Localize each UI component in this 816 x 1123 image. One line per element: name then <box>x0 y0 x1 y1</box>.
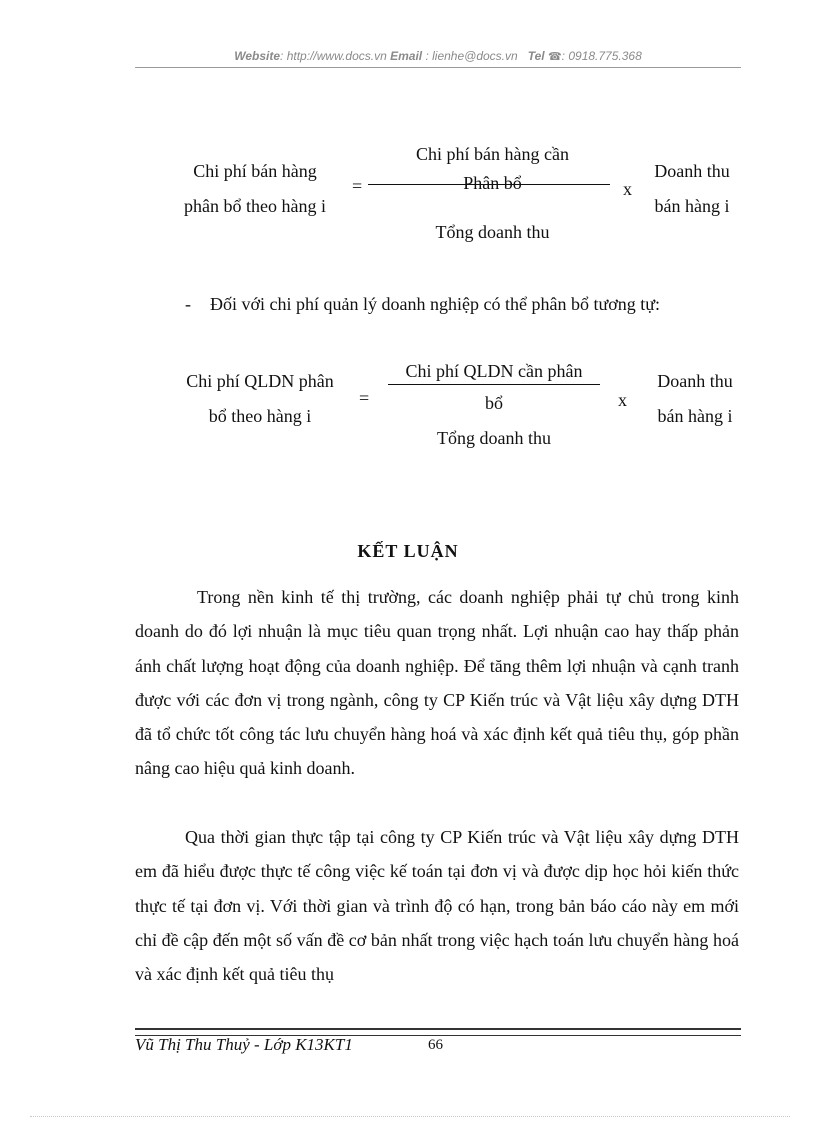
tel-value: : 0918.775.368 <box>561 49 642 63</box>
formula1-denominator: Tổng doanh thu <box>435 222 550 242</box>
conclusion-paragraph-1 <box>135 580 739 786</box>
formula2-equals: = <box>359 388 370 408</box>
formula1-numerator-line2: Phân bổ <box>463 173 522 193</box>
paragraph-1-text: Trong nền kinh tế thị trường, các doanh nghiệp phải tự chủ trong kinh doanh do đó lợi nhuận là mục tiêu quan trọng nhất. Lợi nhuận cao hay thấp phản ánh chất lượng hoạt động của doanh nghiệp. Để tăng thêm lợi nhuận và cạnh tranh được với các đơn vị trong ngành, công ty CP Kiến trúc và Vật liệu xây dựng DTH đã tổ chức tốt công tác lưu chuyển hàng hoá và xác định kết quả tiêu thụ, góp phần nâng cao hiệu quả kinh doanh. <box>135 587 739 779</box>
bullet-dash: - <box>185 294 191 314</box>
formula2-right-line2: bán hàng i <box>657 406 733 426</box>
formula2-left-line2: bổ theo hàng i <box>208 406 312 426</box>
formula2-right-line1: Doanh thu <box>657 371 733 391</box>
conclusion-paragraph-2 <box>135 820 739 991</box>
footer-author: Vũ Thị Thu Thuỷ - Lớp K13KT1 <box>135 1035 353 1054</box>
paragraph-2-text: Qua thời gian thực tập tại công ty CP Kiến trúc và Vật liệu xây dựng DTH em đã hiểu được thực tế công việc kế toán tại đơn vị và được dịp học hỏi kiến thức thực tế tại đơn vị. Với thời gian và trình độ có hạn, trong bản báo cáo này em mới chỉ đề cập đến một số vấn đề cơ bản nhất trong việc hạch toán lưu chuyển hàng hoá và xác định kết quả tiêu thụ <box>135 827 739 985</box>
page-number: 66 <box>428 1037 443 1053</box>
formula1-fraction-bar <box>368 184 610 185</box>
formula1-left-line1: Chi phí bán hàng <box>193 161 317 181</box>
phone-icon: ☎ <box>547 51 562 63</box>
formula2-fraction-bar <box>388 384 600 385</box>
website-url[interactable]: : http://www.docs.vn <box>280 49 387 63</box>
email-value[interactable]: : lienhe@docs.vn <box>422 49 518 63</box>
formula1-right-line1: Doanh thu <box>654 161 730 181</box>
formula1-times: x <box>623 179 632 199</box>
formula1-right-line2: bán hàng i <box>654 196 730 216</box>
email-label: Email <box>390 49 423 63</box>
formula1-numerator-line1: Chi phí bán hàng cần <box>416 144 569 164</box>
formula2-denominator: Tổng doanh thu <box>437 428 551 448</box>
bullet-text: Đối với chi phí quản lý doanh nghiệp có thể phân bổ tương tự: <box>210 294 660 314</box>
page-bottom-dotted-divider <box>30 1116 790 1117</box>
website-label: Website <box>234 49 281 63</box>
formula1-equals: = <box>352 176 363 196</box>
formula2-numerator-line1: Chi phí QLDN cần phân <box>405 361 583 381</box>
conclusion-title: KẾT LUẬN <box>357 541 459 561</box>
formula2-numerator-line2: bổ <box>485 393 503 413</box>
page-header <box>135 45 741 68</box>
formula1-left-line2: phân bổ theo hàng i <box>184 196 326 216</box>
formula2-times: x <box>618 390 627 410</box>
formula2-left-line1: Chi phí QLDN phân <box>186 371 334 391</box>
tel-label: Tel <box>527 49 545 63</box>
